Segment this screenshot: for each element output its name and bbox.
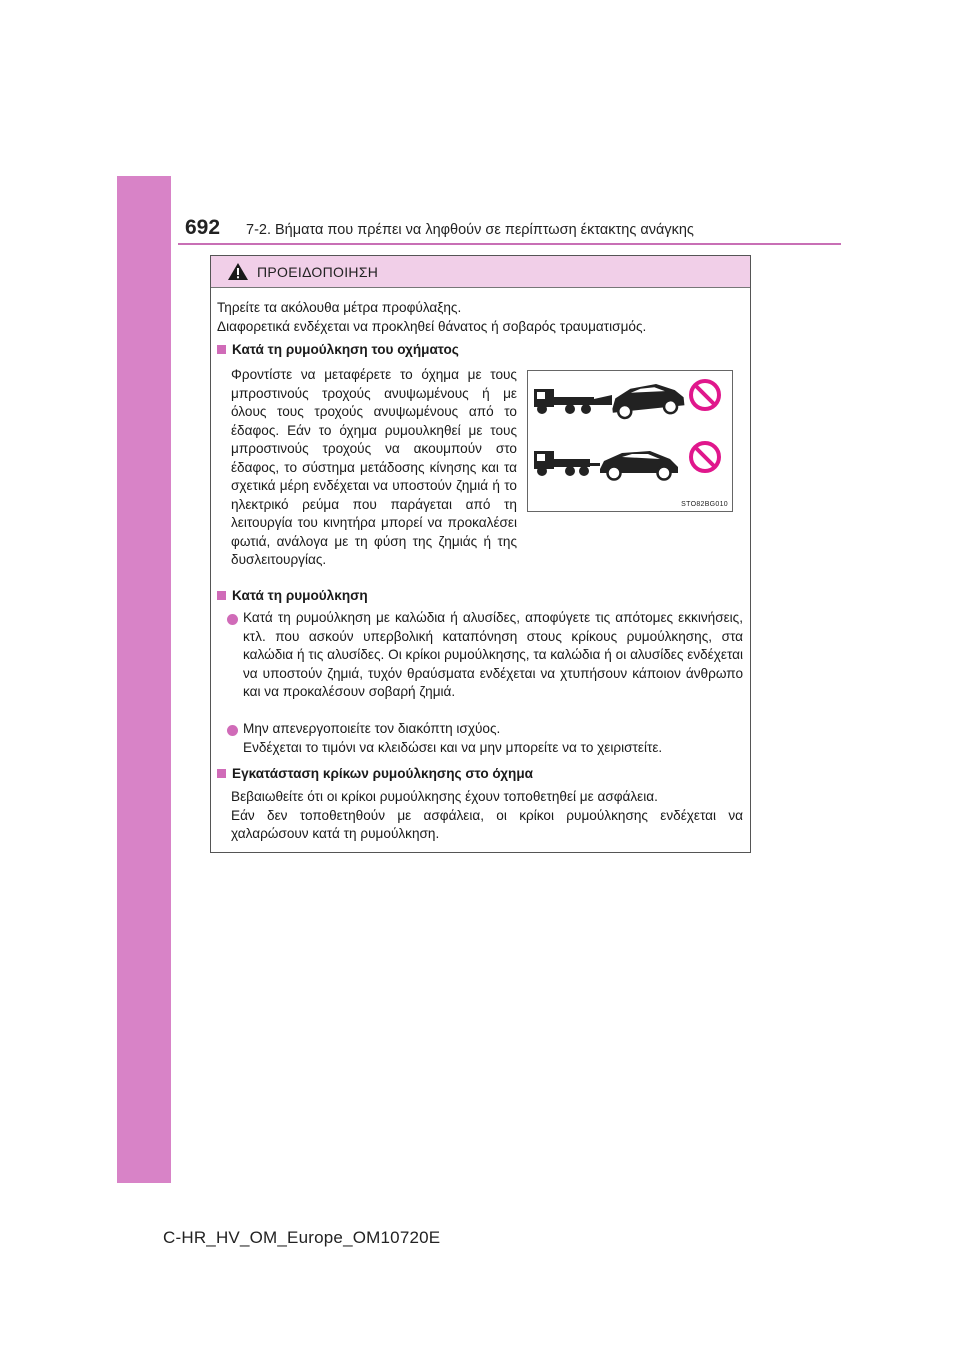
- warning-header: [211, 256, 750, 288]
- header-rule: [178, 243, 841, 245]
- towing-bullet-2-line-1: Μην απενεργοποιείτε τον διακόπτη ισχύος.: [243, 721, 501, 736]
- warning-title: ΠΡΟΕΙΔΟΠΟΙΗΣΗ: [257, 263, 379, 280]
- section-heading-text: Κατά τη ρυμούλκηση του οχήματος: [232, 342, 459, 357]
- section-heading-text: Κατά τη ρυμούλκηση: [232, 588, 368, 603]
- towing-illustration: [527, 370, 733, 512]
- warning-triangle-icon: [227, 262, 249, 281]
- section-heading-towing: [217, 588, 368, 603]
- towing-illustration-drawing: [528, 371, 732, 511]
- warning-box: [210, 255, 751, 853]
- section-square-icon: [217, 769, 226, 778]
- towing-bullet-2-line-2: Ενδέχεται το τιμόνι να κλειδώσει και να μην μπορείτε να το χειριστείτε.: [243, 739, 663, 755]
- section-heading-tow-eyelet: [217, 766, 533, 781]
- bullet-dot-icon: [227, 614, 238, 625]
- section-heading-text: Εγκατάσταση κρίκων ρυμούλκησης στο όχημα: [232, 766, 534, 781]
- intro-line-2: Διαφορετικά ενδέχεται να προκληθεί θάνατος ή σοβαρός τραυματισμός.: [217, 318, 647, 334]
- towing-bullet-1: Κατά τη ρυμούλκηση με καλώδια ή αλυσίδες, αποφύγετε τις απότομες εκκινήσεις, κτλ. που ασκούν υπερβολική καταπόνηση στους κρίκους ρυμούλκησης, στα καλώδια ή τις αλυσίδες. Οι κρίκοι ρυμούλκησης, τα καλώδια ή οι αλυσίδες ενδέχεται να υποστούν ζημιά, τυχόν θραύσματα ενδέχεται να χτυπήσουν κάποιον άνθρωπο και να προκαλέσουν σοβαρή ζημιά.: [243, 610, 743, 699]
- page-number: 692: [185, 216, 221, 239]
- bullet-dot-icon: [227, 725, 238, 736]
- section-title: 7-2. Βήματα που πρέπει να ληφθούν σε περίπτωση έκτακτης ανάγκης: [246, 222, 694, 238]
- towing-vehicle-body: Φροντίστε να μεταφέρετε το όχημα με τους μπροστινούς τροχούς ανυψωμένους ή με όλους τους τροχούς ανυψωμένους από το έδαφος. Εάν το όχημα ρυμουλκηθεί με τους μπροστινούς τροχούς να ακουμπούν στο έδαφος, το σύστημα μετάδοσης κίνησης και τα σχετικά μέρη ενδέχεται να υποστούν ζημιά ή το ηλεκτρικό ρεύμα που παράγεται από τη λειτουργία του κινητήρα μπορεί να προκαλέσει φωτιά, ανάλογα με τη φύση της ζημιάς ή της δυσλειτουργίας.: [231, 367, 517, 567]
- tow-eyelet-line-1: Βεβαιωθείτε ότι οι κρίκοι ρυμούλκησης έχουν τοποθετηθεί με ασφάλεια.: [231, 789, 658, 804]
- section-square-icon: [217, 345, 226, 354]
- chapter-side-tab: [117, 176, 171, 1183]
- document-code: C-HR_HV_OM_Europe_OM10720E: [163, 1228, 441, 1247]
- tow-eyelet-body: Εάν δεν τοποθετηθούν με ασφάλεια, οι κρίκοι ρυμούλκησης ενδέχεται να χαλαρώσουν κατά τη ρυμούλκηση.: [231, 807, 743, 841]
- image-code: STO82BG010: [681, 501, 728, 508]
- section-heading-towing-vehicle: [217, 342, 459, 357]
- intro-line-1: Τηρείτε τα ακόλουθα μέτρα προφύλαξης.: [217, 300, 462, 315]
- section-square-icon: [217, 591, 226, 600]
